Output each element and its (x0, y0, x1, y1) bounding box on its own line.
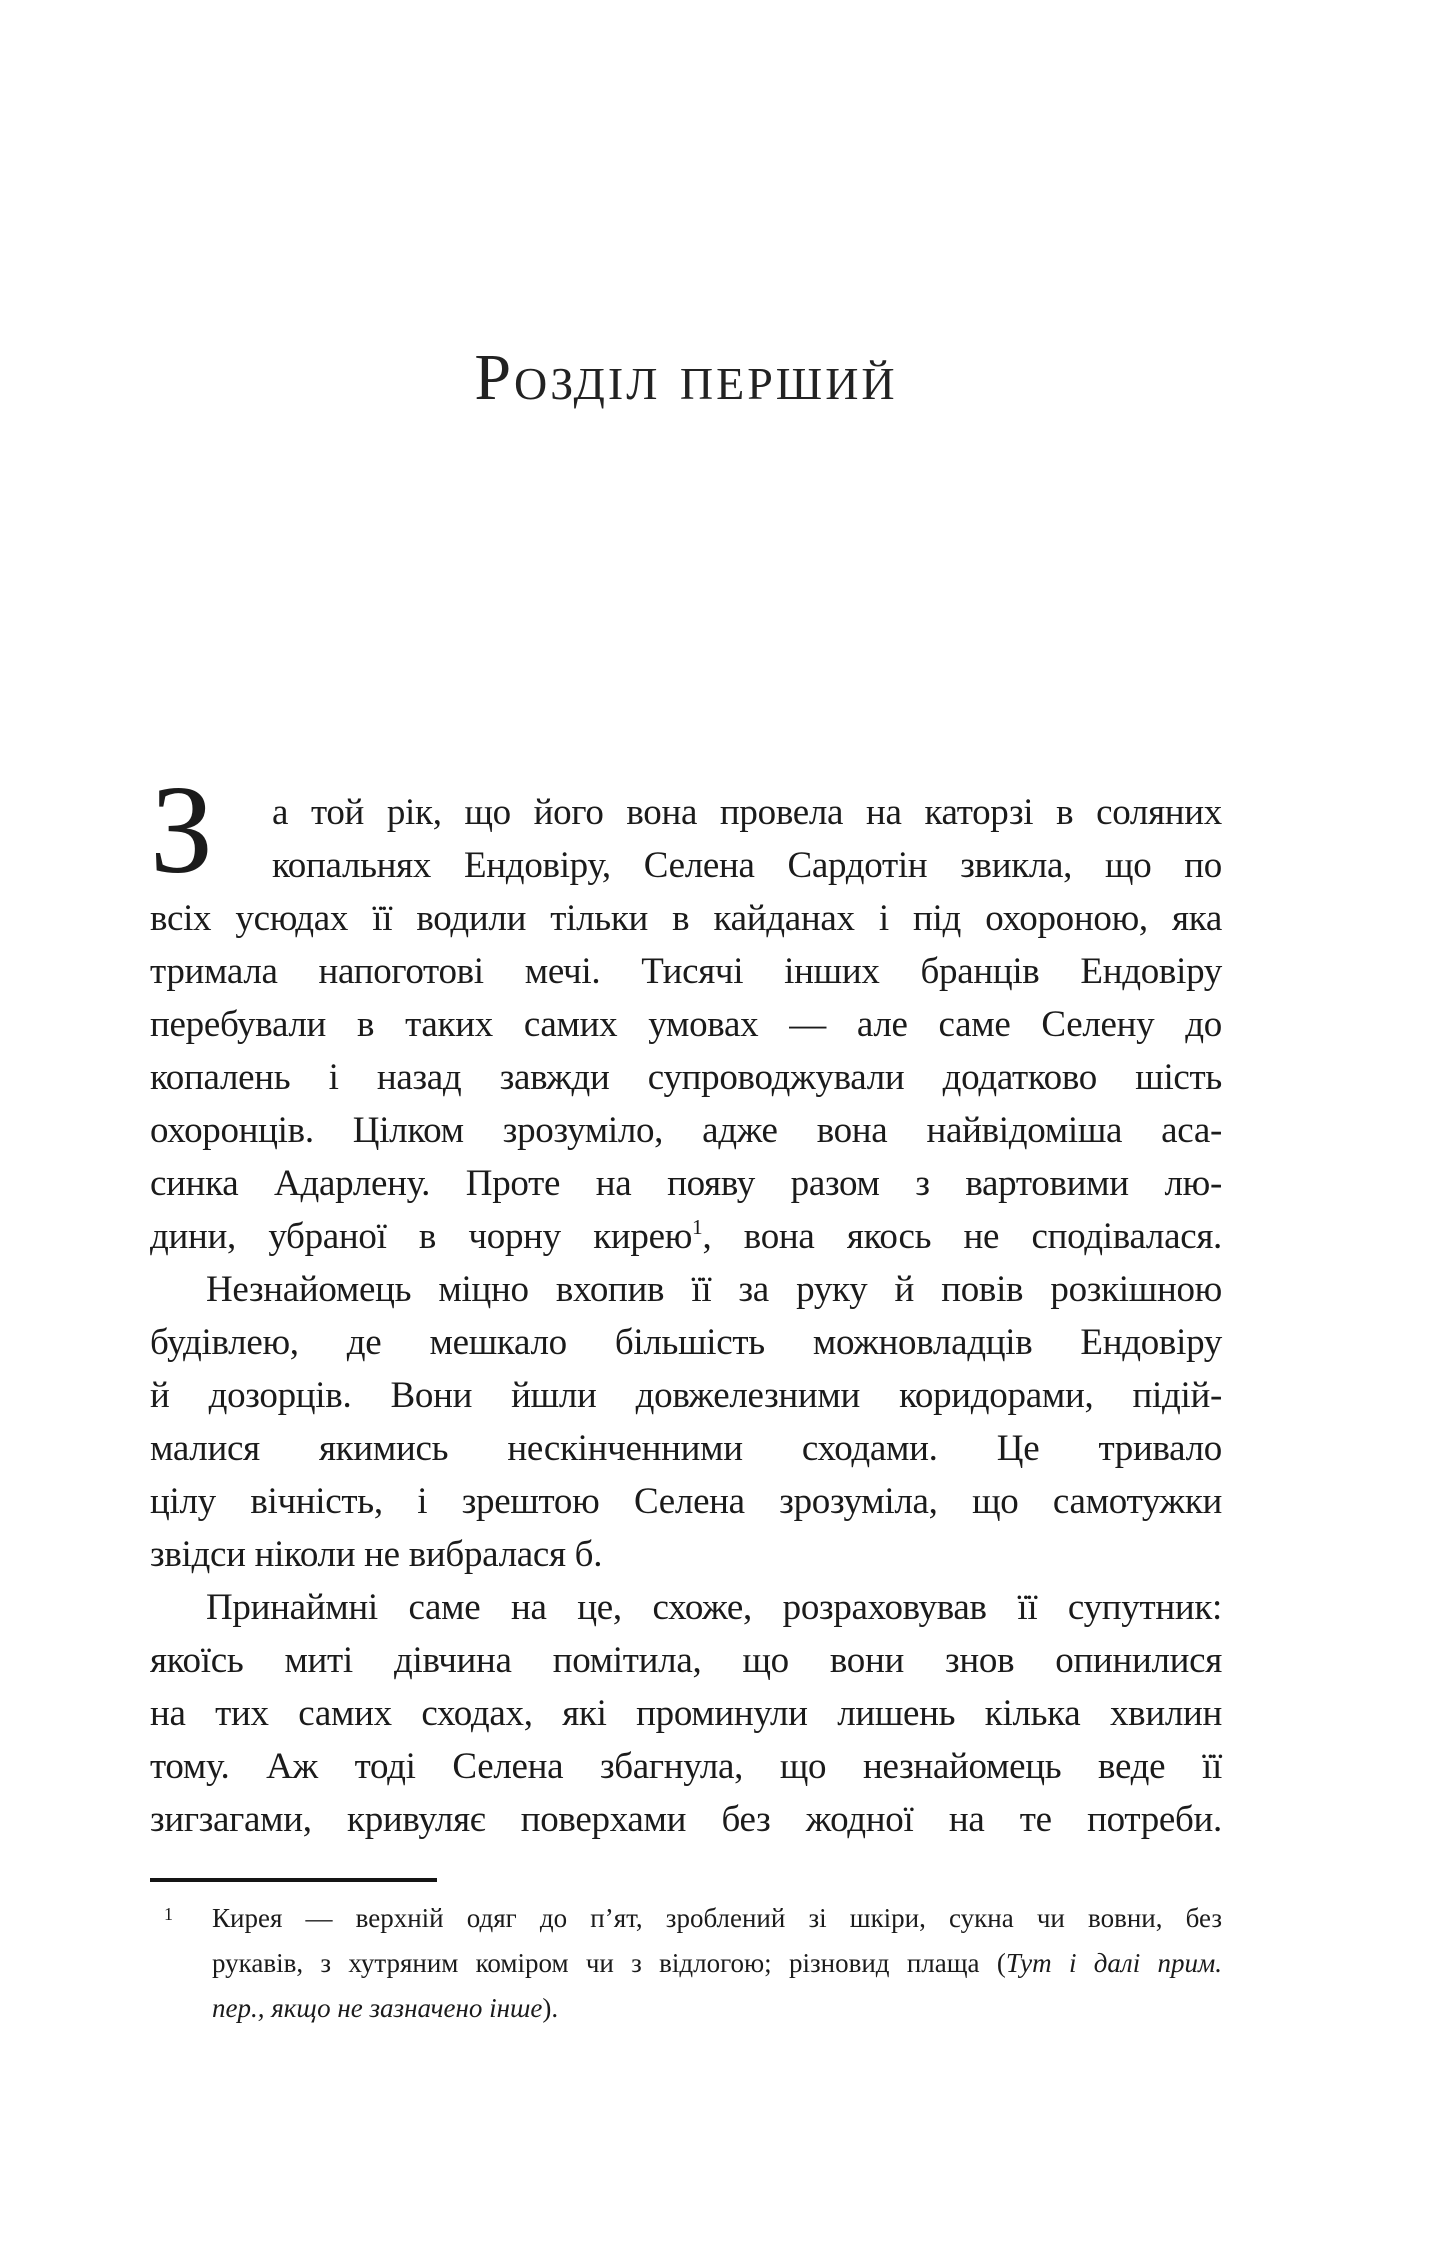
text-run: тому. Аж тоді Селена збагнула, що незнайомець веде її (150, 1746, 1222, 1787)
text-run: якоїсь миті дівчина помітила, що вони знов опинилися (150, 1640, 1222, 1681)
footnote (150, 1896, 1222, 2031)
paragraph (150, 1263, 1222, 1581)
body-text (150, 761, 1222, 1846)
text-line (150, 945, 1222, 998)
text-line (150, 1104, 1222, 1157)
text-run: всіх усюдах її водили тільки в кайданах і під охороною, яка (150, 898, 1222, 939)
text-line (150, 1528, 1222, 1581)
text-run: рукавів, з хутряним коміром чи з відлогою; різновид плаща ( (212, 1948, 1006, 1978)
text-run: Принаймні саме на це, схоже, розраховував її супутник: (206, 1587, 1222, 1628)
footnote-line (150, 1896, 1222, 1941)
footnote-line (150, 1941, 1222, 1986)
text-run: Незнайомець міцно вхопив її за руку й повів розкішною (206, 1269, 1222, 1310)
text-run: перебували в таких самих умовах — але саме Селену до (150, 1004, 1222, 1045)
text-line (150, 892, 1222, 945)
text-line (150, 1581, 1222, 1634)
text-run: Тут і далі прим. (1005, 1948, 1222, 1978)
text-run: тримала напоготові мечі. Тисячі інших бранців Ендовіру (150, 951, 1222, 992)
text-run: пер., якщо не зазначено інше (212, 1993, 543, 2023)
text-line (150, 1793, 1222, 1846)
text-line (150, 1422, 1222, 1475)
text-line (150, 1687, 1222, 1740)
text-run: дини, убраної в чорну кирею (150, 1216, 693, 1257)
text-line (150, 1263, 1222, 1316)
text-run: копальнях Ендовіру, Селена Сардотін звикла, що по (272, 845, 1222, 886)
text-line (150, 1634, 1222, 1687)
text-line (150, 1369, 1222, 1422)
text-line (150, 998, 1222, 1051)
text-run: синка Адарлену. Проте на появу разом з вартовими лю- (150, 1163, 1222, 1204)
text-run: копалень і назад завжди супроводжували додатково шість (150, 1057, 1222, 1098)
text-run: на тих самих сходах, які проминули лишень кілька хвилин (150, 1693, 1222, 1734)
text-line (150, 1740, 1222, 1793)
text-line (150, 1316, 1222, 1369)
text-run: Кирея — верхній одяг до п’ят, зроблений зі шкіри, сукна чи вовни, без (212, 1903, 1222, 1933)
drop-cap: З (150, 761, 213, 900)
text-run: , вона якось не сподівалася. (702, 1216, 1222, 1257)
footnote-separator (150, 1878, 437, 1882)
paragraph (150, 1581, 1222, 1846)
text-run: й дозорців. Вони йшли довжелезними коридорами, підій- (150, 1375, 1222, 1416)
text-line (150, 1157, 1222, 1210)
chapter-title: Розділ перший (474, 341, 898, 414)
footnote-marker: 1 (164, 1904, 173, 1924)
text-run: охоронців. Цілком зрозуміло, адже вона найвідоміша аса- (150, 1110, 1222, 1151)
text-line (150, 1051, 1222, 1104)
text-line (272, 786, 1222, 839)
text-run: будівлею, де мешкало більшість можновладців Ендовіру (150, 1322, 1222, 1363)
text-run: а той рік, що його вона провела на каторзі в соляних (272, 792, 1222, 833)
footnote-reference: 1 (692, 1215, 703, 1239)
text-run: малися якимись нескінченними сходами. Це тривало (150, 1428, 1222, 1469)
text-run: ). (542, 1993, 559, 2023)
text-run: цілу вічність, і зрештою Селена зрозуміла, що самотужки (150, 1481, 1222, 1522)
text-line (150, 1210, 1222, 1263)
text-line (150, 1475, 1222, 1528)
text-run: зигзагами, кривуляє поверхами без жодної на те потреби. (150, 1799, 1222, 1840)
paragraph (150, 761, 1222, 1263)
footnote-line (150, 1986, 1222, 2031)
text-run: звідси ніколи не вибралася б. (150, 1534, 603, 1575)
text-line (272, 839, 1222, 892)
